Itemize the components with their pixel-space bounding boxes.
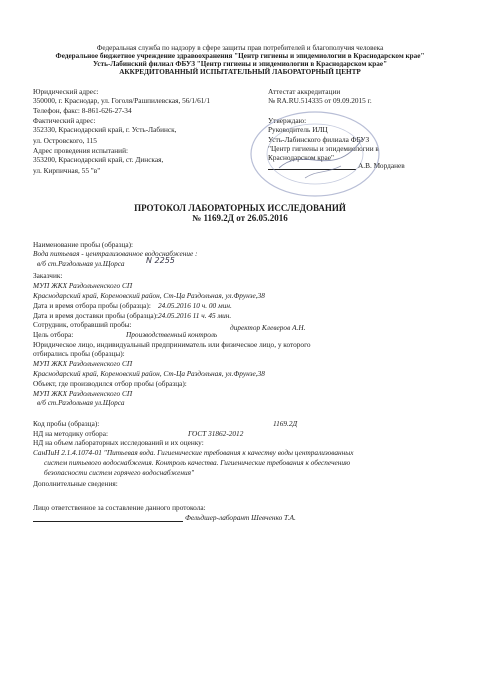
purpose-label: Цель отбора: [33,330,74,339]
test-address-label: Адрес проведения испытаний: [33,146,129,155]
test-address-line1: 353200, Краснодарский край, ст. Динская, [33,155,164,164]
entity-label-line2: отбирались пробы (образцы): [33,349,125,358]
protocol-title: ПРОТОКОЛ ЛАБОРАТОРНЫХ ИССЛЕДОВАНИЙ [134,203,346,213]
sample-code-label: Код пробы (образца): [33,419,100,428]
actual-address-line1: 352330, Краснодарский край, г. Усть-Лабинск, [33,125,177,134]
sample-name-line1: Вода питьевая - централизованное водоснабжение : [33,249,198,258]
actual-address-line2: ул. Островского, 115 [33,136,97,145]
nd-line1: СанПиН 2.1.4.1074-01 "Питьевая вода. Гигиенические требования к качеству воды централизованных [33,448,354,457]
header-institution: Федеральное бюджетное учреждение здравоохранения "Центр гигиены и эпидемиологии в Краснодарском крае" [55,52,425,60]
method-value: ГОСТ 31862-2012 [188,429,244,438]
object-label: Объект, где производился отбор пробы (образца): [33,379,187,388]
nd-line2: систем питьевого водоснабжения. Контроль качества. Гигиенические требования к обеспечению [44,458,351,467]
responsible-value: Фельдшер-лаборант Шевченко Т.А. [185,513,296,522]
purpose-value: Производственный контроль [126,330,218,339]
customer-name: МУП ЖКХ Раздольненского СП [33,281,133,290]
header-agency: Федеральная служба по надзору в сфере защиты прав потребителей и благополучия человека [96,44,384,52]
accreditation-value: № RA.RU.514335 от 09.09.2015 г. [268,96,372,105]
entity-address: Краснодарский край, Кореновский район, Ст-Ца Раздольная, ул.Фрунзе,38 [33,369,265,378]
responsible-label: Лицо ответственное за составление данного протокола: [33,503,206,512]
sampler-label: Сотрудник, отобравший пробы: [33,320,132,329]
sampling-datetime-value: 24.05.2016 10 ч. 00 мин. [158,301,232,310]
entity-label-line1: Юридическое лицо, индивидуальный предприниматель или физическое лицо, у которого [33,340,311,349]
nd-line3: безопасности систем горячего водоснабжения" [44,468,195,477]
handwritten-number: N 2255 [146,256,175,265]
header-branch: Усть-Лабинский филиал ФБУЗ "Центр гигиены и эпидемиологии в Краснодарском крае" [92,60,388,68]
object-name: МУП ЖКХ Раздольненского СП [33,389,133,398]
sample-name-label: Наименование пробы (образца): [33,240,134,249]
approve-label: Утверждаю: [268,116,307,125]
approve-line4: Краснодарском крае" [268,153,334,162]
nd-label: НД на объем лабораторных исследований и их оценку: [33,438,204,447]
extra-info-label: Дополнительные сведения: [33,479,118,488]
legal-address: 350000, г. Краснодар, ул. Гоголя/Рашпилевская, 56/1/61/1 [33,96,211,105]
sampling-datetime-label: Дата и время отбора пробы (образца): [33,301,151,310]
approve-line2: Усть-Лабинского филиала ФБУЗ [268,135,370,144]
delivery-datetime-label: Дата и время доставки пробы (образца): [33,311,159,320]
header-center: АККРЕДИТОВАННЫЙ ИСПЫТАТЕЛЬНЫЙ ЛАБОРАТОРНЫЙ ЦЕНТР [119,68,361,76]
customer-address: Краснодарский край, Кореновский район, Ст-Ца Раздольная, ул.Фрунзе,38 [33,291,265,300]
delivery-datetime-value: 24.05.2016 11 ч. 45 мин. [158,311,232,320]
legal-address-label: Юридический адрес: [33,87,99,96]
sampler-value: директор Клеверов А.Н. [230,323,306,332]
responsible-signature-line [33,521,183,522]
protocol-number: № 1169.2Д от 26.05.2016 [192,213,288,223]
actual-address-label: Фактический адрес: [33,116,96,125]
test-address-line2: ул. Кирпичная, 55 "в" [33,166,101,175]
approve-line3: "Центр гигиены и эпидемиологии в [268,144,379,153]
entity-name: МУП ЖКХ Раздольненского СП [33,359,133,368]
phone: Телефон, факс: 8-861-626-27-34 [33,106,132,115]
customer-label: Заказчик: [33,271,63,280]
round-stamp-icon [245,108,385,200]
signer-name: А.В. Морданев [358,161,405,170]
sample-code-value: 1169.2Д [273,419,298,428]
object-place: в/б ст.Раздольная ул.Щорса [37,398,125,407]
sample-name-line2: в/б ст.Раздольная ул.Щорса [37,259,125,268]
approve-line1: Руководитель ИЛЦ [268,125,328,134]
method-label: НД на методику отбора: [33,429,108,438]
accreditation-label: Аттестат аккредитации [268,87,341,96]
